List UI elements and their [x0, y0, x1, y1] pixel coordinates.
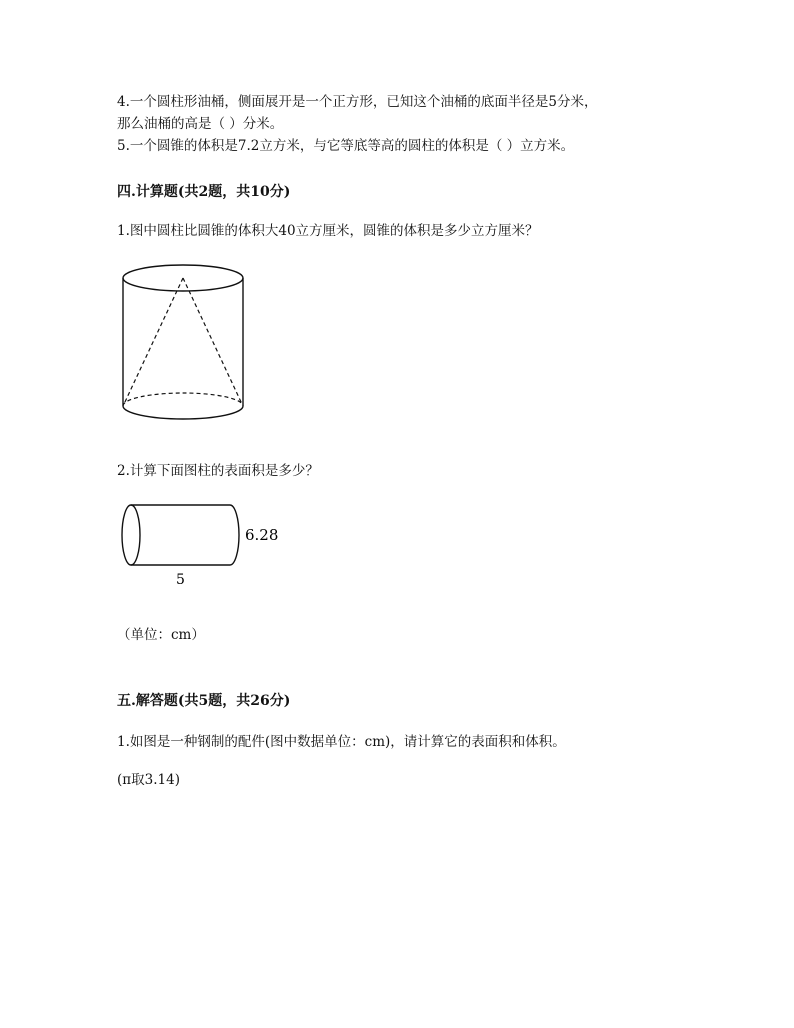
- question-4-line-1: 4.一个圆柱形油桶，侧面展开是一个正方形，已知这个油桶的底面半径是5分米，: [117, 94, 598, 110]
- cylinder-right-end: [230, 505, 239, 565]
- section-4-question-2: 2.计算下面图柱的表面积是多少？: [117, 463, 319, 479]
- cylinder-bottom-back-arc: [123, 393, 243, 406]
- cylinder-bottom-front-arc: [123, 406, 243, 419]
- cylinder-cone-figure: [115, 260, 251, 425]
- cone-left-edge: [124, 278, 183, 404]
- unit-note: （单位：cm）: [117, 627, 205, 643]
- horizontal-cylinder-figure: [115, 500, 285, 592]
- cylinder-left-end: [122, 505, 140, 565]
- pi-note: (π取3.14): [117, 772, 180, 788]
- height-label: 6.28: [245, 526, 279, 544]
- question-4-line-2: 那么油桶的高是（ ）分米。: [117, 116, 284, 132]
- cone-right-edge: [183, 278, 242, 404]
- length-label: 5: [176, 572, 185, 588]
- section-5-question-1: 1.如图是一种钢制的配件(图中数据单位：cm)，请计算它的表面积和体积。: [117, 734, 566, 750]
- question-5: 5.一个圆锥的体积是7.2立方米，与它等底等高的圆柱的体积是（ ）立方米。: [117, 138, 575, 154]
- section-4-question-1: 1.图中圆柱比圆锥的体积大40立方厘米，圆锥的体积是多少立方厘米？: [117, 223, 539, 239]
- section-4-heading: 四.计算题(共2题，共10分): [117, 184, 291, 200]
- section-5-heading: 五.解答题(共5题，共26分): [117, 693, 291, 709]
